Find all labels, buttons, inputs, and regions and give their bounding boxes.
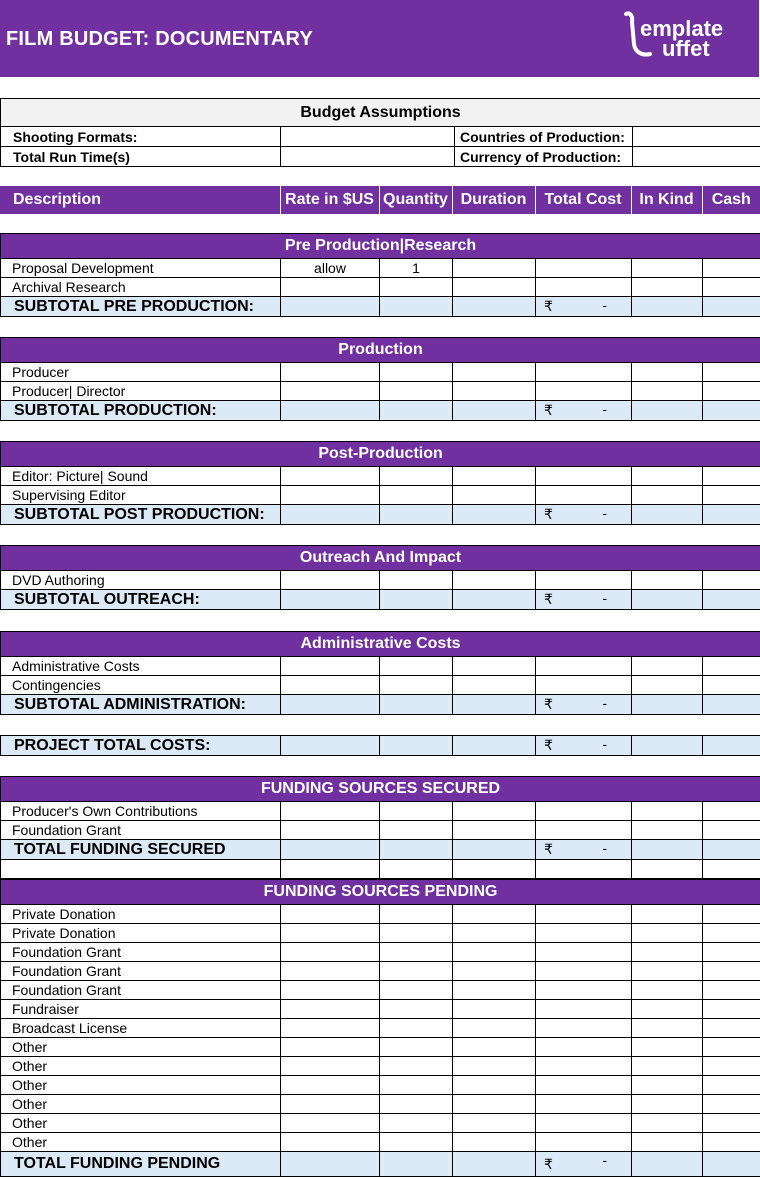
- cell[interactable]: [453, 821, 536, 840]
- section-title: FUNDING SOURCES PENDING: [1, 880, 760, 905]
- cell[interactable]: [536, 1076, 632, 1095]
- cell[interactable]: [453, 840, 536, 860]
- total-cost-value: [536, 401, 632, 421]
- cell[interactable]: [703, 1076, 760, 1095]
- cell[interactable]: [703, 259, 760, 278]
- cell[interactable]: [281, 1019, 380, 1038]
- cell[interactable]: [380, 571, 453, 590]
- cell[interactable]: [703, 962, 760, 981]
- cell[interactable]: [281, 1095, 380, 1114]
- subtotal-label: SUBTOTAL ADMINISTRATION:: [1, 695, 281, 715]
- total-cost-value: [536, 590, 632, 610]
- cell[interactable]: [380, 981, 453, 1000]
- cell[interactable]: [453, 924, 536, 943]
- cell[interactable]: [703, 297, 760, 317]
- currency-symbol: ₹: [544, 841, 553, 857]
- cell[interactable]: [380, 840, 453, 860]
- cell[interactable]: [453, 278, 536, 297]
- section-title: Pre Production|Research: [1, 234, 760, 259]
- section-title: Outreach And Impact: [1, 546, 760, 571]
- outreach-section: [0, 545, 760, 610]
- line-item: Fundraiser: [1, 1000, 281, 1019]
- cell[interactable]: [536, 1114, 632, 1133]
- cell[interactable]: [632, 278, 703, 297]
- cell[interactable]: [632, 259, 703, 278]
- cell[interactable]: [380, 943, 453, 962]
- shooting-formats-label: Shooting Formats:: [1, 127, 281, 147]
- cell[interactable]: [380, 676, 453, 695]
- cell[interactable]: [703, 736, 760, 756]
- cell[interactable]: [632, 695, 703, 715]
- total-cost-value: [536, 1152, 632, 1177]
- cell[interactable]: [281, 860, 380, 879]
- col-description: Description: [0, 186, 280, 214]
- cell[interactable]: [536, 278, 632, 297]
- cell[interactable]: [281, 821, 380, 840]
- cell[interactable]: [632, 1057, 703, 1076]
- cell[interactable]: [536, 571, 632, 590]
- col-total-cost: Total Cost: [535, 186, 631, 214]
- rate-cell[interactable]: allow: [281, 259, 380, 278]
- line-item: Foundation Grant: [1, 981, 281, 1000]
- cell[interactable]: [632, 505, 703, 525]
- cell[interactable]: [380, 821, 453, 840]
- cell[interactable]: [703, 676, 760, 695]
- admin-section: [0, 631, 760, 715]
- cell[interactable]: [453, 860, 536, 879]
- quantity-cell[interactable]: 1: [380, 259, 453, 278]
- currency-symbol: ₹: [544, 402, 553, 418]
- cell[interactable]: [453, 1114, 536, 1133]
- total-cost-value: [536, 297, 632, 317]
- cell[interactable]: [453, 905, 536, 924]
- cell[interactable]: [632, 363, 703, 382]
- cell[interactable]: [536, 467, 632, 486]
- line-item: Producer's Own Contributions: [1, 802, 281, 821]
- cell[interactable]: [703, 1000, 760, 1019]
- cell[interactable]: [380, 962, 453, 981]
- cell[interactable]: [632, 590, 703, 610]
- cell[interactable]: [281, 467, 380, 486]
- cell[interactable]: [703, 1038, 760, 1057]
- cell[interactable]: [703, 1057, 760, 1076]
- cell[interactable]: [453, 802, 536, 821]
- cell[interactable]: [536, 486, 632, 505]
- cell[interactable]: [703, 486, 760, 505]
- budget-assumptions-table: [0, 98, 760, 167]
- cell[interactable]: [703, 657, 760, 676]
- secured-section: [0, 776, 760, 879]
- subtotal-label: PROJECT TOTAL COSTS:: [1, 736, 281, 756]
- cell[interactable]: [536, 860, 632, 879]
- dash-value: -: [602, 840, 607, 856]
- run-time-label: Total Run Time(s): [1, 147, 281, 167]
- line-item: Contingencies: [1, 676, 281, 695]
- cell[interactable]: [632, 1038, 703, 1057]
- cell[interactable]: [536, 905, 632, 924]
- cell[interactable]: [536, 1000, 632, 1019]
- cell[interactable]: [453, 590, 536, 610]
- cell[interactable]: [536, 259, 632, 278]
- line-item: Administrative Costs: [1, 657, 281, 676]
- cell[interactable]: [632, 943, 703, 962]
- section-title: Post-Production: [1, 442, 760, 467]
- cell[interactable]: [536, 981, 632, 1000]
- line-item: Producer: [1, 363, 281, 382]
- line-item: DVD Authoring: [1, 571, 281, 590]
- cell[interactable]: [703, 802, 760, 821]
- cell[interactable]: [703, 467, 760, 486]
- section-title: Production: [1, 338, 760, 363]
- cell[interactable]: [453, 695, 536, 715]
- cell[interactable]: [536, 657, 632, 676]
- dash-value: -: [602, 401, 607, 417]
- currency-symbol: ₹: [544, 506, 553, 522]
- run-time-value[interactable]: [281, 147, 455, 167]
- cell[interactable]: [380, 802, 453, 821]
- cell[interactable]: [281, 1114, 380, 1133]
- cell[interactable]: [703, 590, 760, 610]
- cell[interactable]: [536, 943, 632, 962]
- cell[interactable]: [281, 981, 380, 1000]
- subtotal-label: TOTAL FUNDING PENDING: [1, 1152, 281, 1177]
- subtotal-label: SUBTOTAL POST PRODUCTION:: [1, 505, 281, 525]
- cell[interactable]: [281, 1038, 380, 1057]
- cell[interactable]: [632, 1000, 703, 1019]
- cell[interactable]: [380, 590, 453, 610]
- cell[interactable]: [281, 505, 380, 525]
- cell[interactable]: [703, 924, 760, 943]
- cell[interactable]: [632, 401, 703, 421]
- cell[interactable]: [380, 486, 453, 505]
- cell[interactable]: [281, 962, 380, 981]
- subtotal-label: TOTAL FUNDING SECURED: [1, 840, 281, 860]
- cell[interactable]: [632, 1095, 703, 1114]
- total-cost-value: [536, 840, 632, 860]
- cell[interactable]: [632, 840, 703, 860]
- cell[interactable]: [703, 840, 760, 860]
- cell[interactable]: [453, 486, 536, 505]
- line-item: Producer| Director: [1, 382, 281, 401]
- currency-symbol: ₹: [544, 591, 553, 607]
- cell[interactable]: [632, 1133, 703, 1152]
- line-item: Foundation Grant: [1, 821, 281, 840]
- subtotal-label: SUBTOTAL PRODUCTION:: [1, 401, 281, 421]
- cell[interactable]: [536, 1095, 632, 1114]
- countries-value[interactable]: [633, 127, 760, 147]
- cell[interactable]: [380, 860, 453, 879]
- cell[interactable]: [281, 1152, 380, 1177]
- cell[interactable]: [281, 657, 380, 676]
- cell[interactable]: [281, 486, 380, 505]
- template-buffet-logo: [620, 8, 750, 62]
- cell[interactable]: [453, 1038, 536, 1057]
- cell[interactable]: [281, 1076, 380, 1095]
- blank-row: [1, 860, 281, 879]
- post-section: [0, 441, 760, 525]
- cell[interactable]: [281, 1057, 380, 1076]
- dash-value: -: [602, 590, 607, 606]
- line-item: Other: [1, 1076, 281, 1095]
- cell[interactable]: [632, 676, 703, 695]
- cell[interactable]: [281, 905, 380, 924]
- cell[interactable]: [281, 676, 380, 695]
- col-in-kind: In Kind: [631, 186, 702, 214]
- cell[interactable]: [703, 981, 760, 1000]
- line-item: Foundation Grant: [1, 962, 281, 981]
- cell[interactable]: [281, 736, 380, 756]
- cell[interactable]: [536, 1038, 632, 1057]
- currency-symbol: ₹: [544, 696, 553, 712]
- cell[interactable]: [380, 505, 453, 525]
- cell[interactable]: [632, 486, 703, 505]
- col-quantity: Quantity: [379, 186, 452, 214]
- cell[interactable]: [703, 821, 760, 840]
- cell[interactable]: [703, 278, 760, 297]
- cell[interactable]: [281, 1133, 380, 1152]
- cell[interactable]: [632, 297, 703, 317]
- line-item: Broadcast License: [1, 1019, 281, 1038]
- cell[interactable]: [536, 363, 632, 382]
- cell[interactable]: [380, 401, 453, 421]
- cell[interactable]: [380, 1000, 453, 1019]
- cell[interactable]: [453, 1000, 536, 1019]
- cell[interactable]: [380, 1076, 453, 1095]
- cell[interactable]: [380, 1114, 453, 1133]
- cell[interactable]: [453, 259, 536, 278]
- cell[interactable]: [536, 1019, 632, 1038]
- cell[interactable]: [536, 382, 632, 401]
- cell[interactable]: [703, 382, 760, 401]
- total-cost-value: [536, 505, 632, 525]
- cell[interactable]: [453, 1095, 536, 1114]
- cell[interactable]: [703, 695, 760, 715]
- cell[interactable]: [380, 657, 453, 676]
- cell[interactable]: [281, 571, 380, 590]
- cell[interactable]: [632, 736, 703, 756]
- cell[interactable]: [453, 467, 536, 486]
- cell[interactable]: [703, 860, 760, 879]
- cell[interactable]: [536, 924, 632, 943]
- cell[interactable]: [453, 1019, 536, 1038]
- cell[interactable]: [632, 860, 703, 879]
- cell[interactable]: [453, 401, 536, 421]
- cell[interactable]: [632, 1076, 703, 1095]
- cell[interactable]: [703, 1152, 760, 1177]
- svg-text:uffet: uffet: [662, 36, 710, 61]
- cell[interactable]: [380, 467, 453, 486]
- subtotal-label: SUBTOTAL OUTREACH:: [1, 590, 281, 610]
- cell[interactable]: [281, 695, 380, 715]
- quantity-cell[interactable]: [380, 278, 453, 297]
- rate-cell[interactable]: [281, 278, 380, 297]
- cell[interactable]: [703, 1114, 760, 1133]
- col-cash: Cash: [702, 186, 760, 214]
- subtotal-label: SUBTOTAL PRE PRODUCTION:: [1, 297, 281, 317]
- cell[interactable]: [453, 736, 536, 756]
- dash-value: -: [602, 297, 607, 313]
- cell[interactable]: [703, 505, 760, 525]
- total-cost-value: [536, 736, 632, 756]
- cell[interactable]: [453, 981, 536, 1000]
- pending-section: [0, 879, 760, 1177]
- cell[interactable]: [281, 840, 380, 860]
- line-item: Proposal Development: [1, 259, 281, 278]
- cell[interactable]: [632, 802, 703, 821]
- title-banner: [0, 0, 759, 77]
- cell[interactable]: [632, 924, 703, 943]
- cell[interactable]: [453, 382, 536, 401]
- cell[interactable]: [703, 1133, 760, 1152]
- section-title: FUNDING SOURCES SECURED: [1, 777, 760, 802]
- cell[interactable]: [380, 1152, 453, 1177]
- cell[interactable]: [281, 924, 380, 943]
- cell[interactable]: [380, 736, 453, 756]
- cell[interactable]: [703, 363, 760, 382]
- cell[interactable]: [703, 943, 760, 962]
- line-item: Supervising Editor: [1, 486, 281, 505]
- total-cost-value: [536, 695, 632, 715]
- cell[interactable]: [281, 297, 380, 317]
- cell[interactable]: [453, 571, 536, 590]
- cell[interactable]: [632, 1152, 703, 1177]
- line-item: Other: [1, 1114, 281, 1133]
- cell[interactable]: [703, 571, 760, 590]
- line-item: Archival Research: [1, 278, 281, 297]
- cell[interactable]: [380, 695, 453, 715]
- cell[interactable]: [536, 1133, 632, 1152]
- dash-value: -: [602, 695, 607, 711]
- currency-value[interactable]: [633, 147, 760, 167]
- line-item: Other: [1, 1095, 281, 1114]
- cell[interactable]: [453, 1133, 536, 1152]
- currency-symbol: ₹: [544, 1155, 553, 1172]
- currency-label: Currency of Production:: [455, 147, 633, 167]
- cell[interactable]: [380, 1019, 453, 1038]
- cell[interactable]: [632, 962, 703, 981]
- section-title: Administrative Costs: [1, 632, 760, 657]
- cell[interactable]: [536, 962, 632, 981]
- col-duration: Duration: [452, 186, 535, 214]
- countries-label: Countries of Production:: [455, 127, 633, 147]
- cell[interactable]: [632, 981, 703, 1000]
- cell[interactable]: [703, 1095, 760, 1114]
- cell[interactable]: [453, 1076, 536, 1095]
- production-section: [0, 337, 760, 421]
- cell[interactable]: [453, 657, 536, 676]
- cell[interactable]: [380, 1038, 453, 1057]
- dash-value: -: [602, 1152, 607, 1168]
- cell[interactable]: [536, 821, 632, 840]
- cell[interactable]: [632, 1019, 703, 1038]
- cell[interactable]: [380, 1057, 453, 1076]
- cell[interactable]: [281, 363, 380, 382]
- cell[interactable]: [703, 1019, 760, 1038]
- dash-value: -: [602, 505, 607, 521]
- cell[interactable]: [632, 1114, 703, 1133]
- line-item: Other: [1, 1038, 281, 1057]
- line-item: Foundation Grant: [1, 943, 281, 962]
- cell[interactable]: [453, 297, 536, 317]
- currency-symbol: ₹: [544, 298, 553, 314]
- cell[interactable]: [703, 905, 760, 924]
- cell[interactable]: [632, 657, 703, 676]
- cell[interactable]: [380, 363, 453, 382]
- cell[interactable]: [536, 1057, 632, 1076]
- line-item: Other: [1, 1057, 281, 1076]
- pre-section: [0, 233, 760, 317]
- cell[interactable]: [453, 943, 536, 962]
- page-title: FILM BUDGET: DOCUMENTARY: [6, 28, 313, 50]
- cell[interactable]: [632, 571, 703, 590]
- cell[interactable]: [380, 1133, 453, 1152]
- cell[interactable]: [453, 505, 536, 525]
- cell[interactable]: [281, 590, 380, 610]
- column-header-row: [0, 186, 760, 214]
- shooting-formats-value[interactable]: [281, 127, 455, 147]
- line-item: Editor: Picture| Sound: [1, 467, 281, 486]
- cell[interactable]: [281, 943, 380, 962]
- svg-text:emplate: emplate: [640, 16, 724, 41]
- cell[interactable]: [281, 1000, 380, 1019]
- cell[interactable]: [632, 382, 703, 401]
- cell[interactable]: [453, 1057, 536, 1076]
- cell[interactable]: [380, 297, 453, 317]
- cell[interactable]: [536, 802, 632, 821]
- assumptions-title: Budget Assumptions: [1, 99, 760, 127]
- cell[interactable]: [453, 363, 536, 382]
- cell[interactable]: [281, 802, 380, 821]
- col-rate: Rate in $US: [280, 186, 379, 214]
- cell[interactable]: [536, 676, 632, 695]
- currency-symbol: ₹: [544, 737, 553, 753]
- cell[interactable]: [281, 401, 380, 421]
- dash-value: -: [602, 736, 607, 752]
- cell[interactable]: [632, 821, 703, 840]
- cell[interactable]: [380, 924, 453, 943]
- line-item: Other: [1, 1133, 281, 1152]
- project-section: [0, 735, 760, 756]
- cell[interactable]: [453, 1152, 536, 1177]
- cell[interactable]: [281, 382, 380, 401]
- line-item: Private Donation: [1, 924, 281, 943]
- cell[interactable]: [632, 905, 703, 924]
- cell[interactable]: [380, 1095, 453, 1114]
- cell[interactable]: [380, 905, 453, 924]
- cell[interactable]: [703, 401, 760, 421]
- cell[interactable]: [453, 962, 536, 981]
- cell[interactable]: [632, 467, 703, 486]
- cell[interactable]: [453, 676, 536, 695]
- line-item: Private Donation: [1, 905, 281, 924]
- cell[interactable]: [380, 382, 453, 401]
